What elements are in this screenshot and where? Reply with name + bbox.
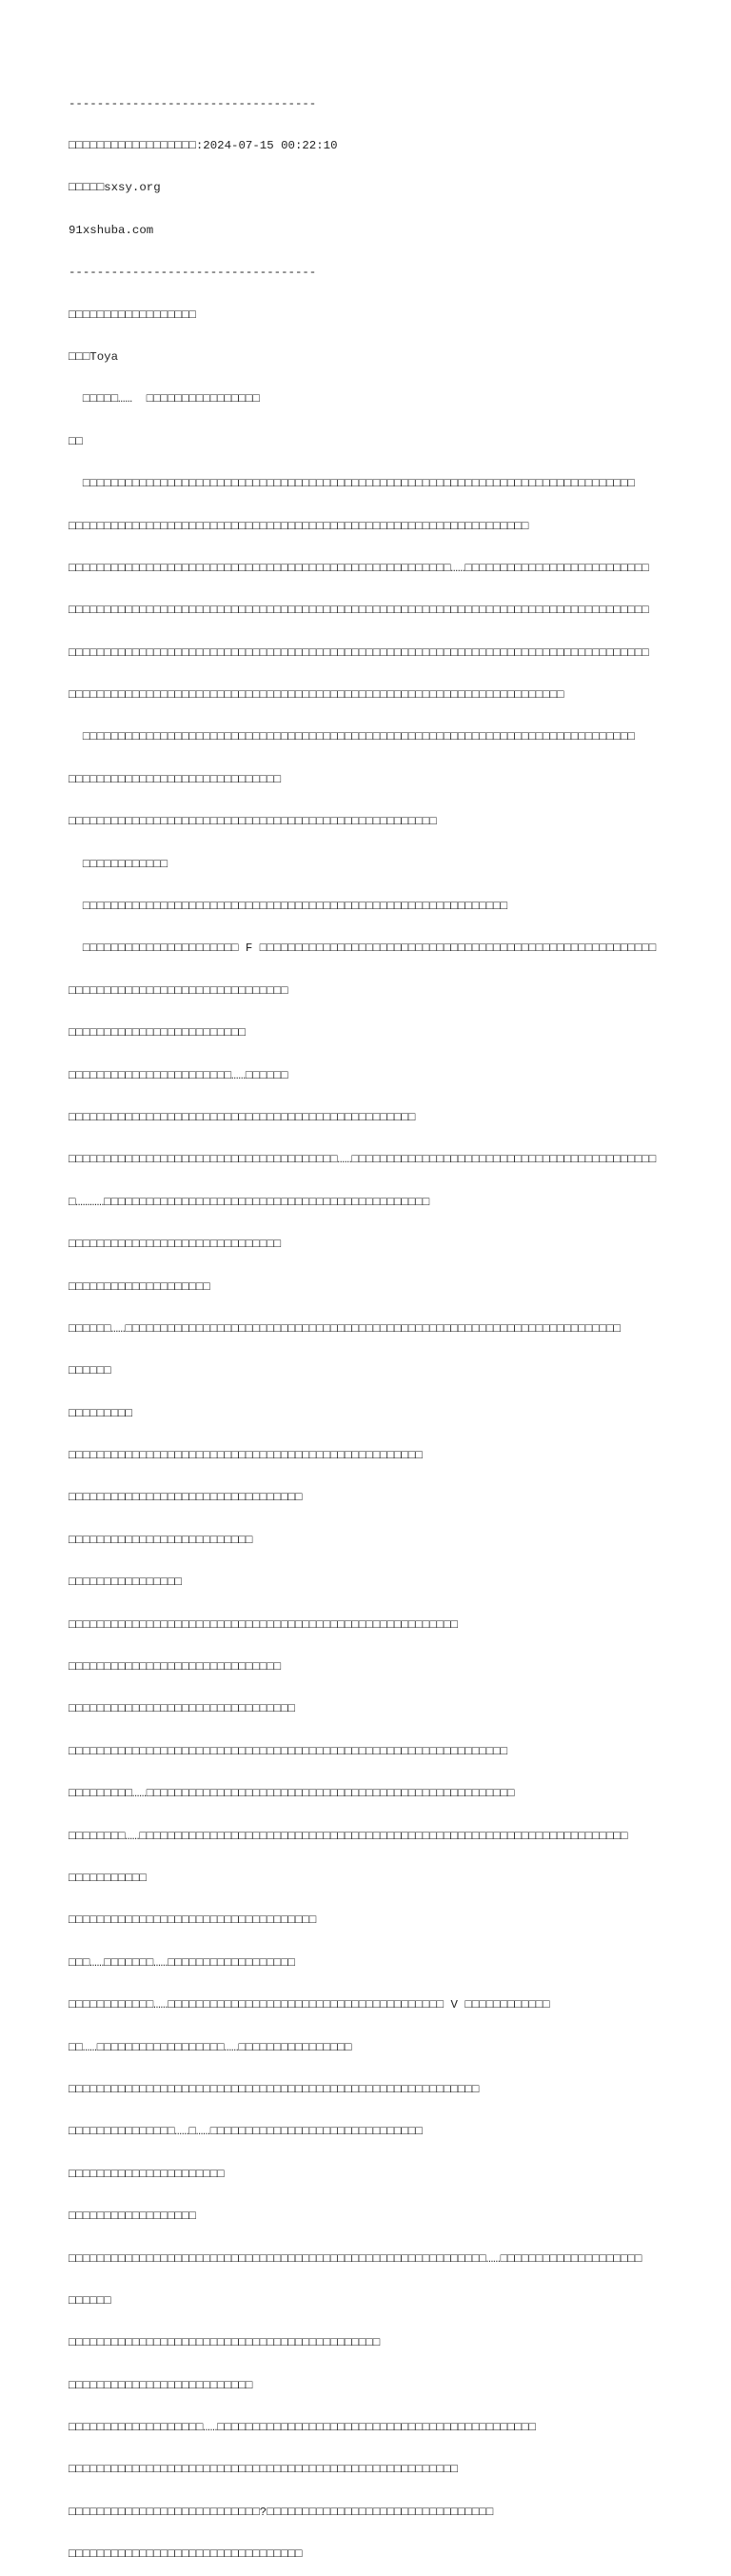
author-line: □□□Toya [69,349,119,364]
text-line: □…………□□□□□□□□□□□□□□□□□□□□□□□□□□□□□□□□□□□□□□□□□□□□□□ [69,1195,430,1209]
text-line: □□□□□…… □□□□□□□□□□□□□□□□ [69,392,260,406]
text-line: □□□□□□□□□□□□□□□□ [69,1575,182,1590]
source-site-line: □□□□□sxsy.org [69,181,161,195]
text-line: □□□□□□□□□□□□□□□□□□□□□□□□□□□□□□□ [69,983,288,998]
text-line: □□□□□□□□□□□□□□□□□□□□□□□□□□ [69,2378,253,2392]
text-line: □□□□□□□□□□□□□□□□□□□□□□□□□□□□□□□□□□□□□□□□□□□□□□□□□□□□□□……□□□□□□□□□□□□□□□□□□□□□□□□□□ [69,561,649,575]
text-line: □□□□□□ [69,1364,111,1378]
text-line: □□ [69,434,83,448]
text-line: □□□□□□□□□□□□□□□□□□□□□□□□□□□□□□□□□□□ [69,1913,317,1928]
separator-line: ----------------------------------- [69,266,317,280]
text-line: □□□□□□□□□□□□□□□□□□□□□□□□□□ [69,1533,253,1547]
text-line: □□□□□□□□□□□□□□□□□□□□□□ [69,2167,225,2181]
source-url-line: 91xshuba.com [69,223,154,237]
text-line: □□□□□□□□□□□□□□□□□□□□□□□□□□□□□□□□□ [69,2547,303,2562]
text-line: □□□□□□□□□□□□□□□□□□ [69,2209,196,2224]
text-line: □□□□□□□□□□□□□□□……□……□□□□□□□□□□□□□□□□□□□□□□□□□□□□□□ [69,2125,423,2139]
text-line: □□□□□□□□□□□□□□□□□□□□□□□□□□□□□□□□□□□□□□□□□□□□□□□□□□□□□□□□□□□□□□□□□□□□□□ [69,688,564,703]
text-line: □□□□□□□□□ [69,1406,132,1420]
book-title-line: □□□□□□□□□□□□□□□□□□ [69,307,196,322]
text-line: □□□□□□□□□□□□□□□□□□□□□□□□□□□□□□□□□□□□□□□□□□□□□□□□□□□□□□□□□□ [69,2082,480,2096]
text-line: □□□□□□□□□□□□□□□□□□□□□□□□□□□□□□□□□□□□□□□□□□□□□□□□□□□□□□□□□□□□ [69,900,508,914]
text-line: □□□□□□□□……□□□□□□□□□□□□□□□□□□□□□□□□□□□□□□□□□□□□□□□□□□□□□□□□□□□□□□□□□□□□□□□□□□□□□ [69,1829,628,1843]
text-line: □□□□□□□□□□□□□□□□□□□□□□□□□□□□□□□□□□□□□□□□□□□□□□□□□□ [69,1449,423,1463]
text-line: □□□□□□□□□□□□□□□□□□□□□□□□□□□□□□□□□□□□□□□□□□□□□□□□□□□□□□□□□□□□□□□□□ [69,519,529,533]
text-line: □□□□□□□□□□□□□□□□□□□□□□□□□ [69,1026,246,1040]
text-line: □□□□□□□□□□□□□□□□□□□□□□□□□□□□□□ [69,1238,282,1252]
text-line: □□□□□□□□□□□□□□□□□□□□□□□□□□□□□□□□ [69,1702,295,1716]
text-line: □□□□□□□□□□□□□□□□□□□□□□□□□□□□□□□□□□□□□□□□□□□□ [69,2336,381,2350]
text-line: □□□□□□□□□□□□□□□□□□□□□□ F □□□□□□□□□□□□□□□□□□□□□□□□□□□□□□□□□□□□□□□□□□□□□□□□□□□□□□□□ [69,941,657,956]
text-line: □□□□□□□□□□□□□□□□□□□□□□□□□□□□□□□□□□□□□□□□□□□□□□□□□□□□□□□ [69,2463,458,2477]
text-line: □□□□□□□□□□□□ [69,857,168,871]
text-line: □□□□□□……□□□□□□□□□□□□□□□□□□□□□□□□□□□□□□□□□□□□□□□□□□□□□□□□□□□□□□□□□□□□□□□□□□□□□□ [69,1321,621,1336]
text-line: □□□□□□□□□□□□□□□□□□□□□□□□□□□□□□□□□□□□□□□□□□□□□□□□□□□□□□□□□□□□□□□□□□□□□□□□□□□□□□□□□□ [69,645,649,660]
text-line: □□□□□□□□□□□□□□□□□□□……□□□□□□□□□□□□□□□□□□□□□□□□□□□□□□□□□□□□□□□□□□□□□ [69,2421,536,2435]
text-line: □□□□□□□□□□□□□□□□□□□□□□□□□□□□□□□□□□□□□□……□□□□□□□□□□□□□□□□□□□□□□□□□□□□□□□□□□□□□□□□□□□ [69,1153,657,1167]
text-line: □□□□□□□□□□□□□□□□□□□□□□□□□□□□□□□□□ [69,1491,303,1505]
text-line: □□□……□□□□□□□……□□□□□□□□□□□□□□□□□□ [69,1955,295,1970]
text-line: □□□□□□□□□□□□□□□□□□□□□□□□□□□□□□□□□□□□□□□□□□□□□□□□□□□□□□□□□□□□□□□□□□□□□□□□□□□□□□ [69,477,635,491]
text-line: □□□□□□□□□□□□□□□□□□□□□□□□□□□□□□□□□□□□□□□□□□□□□□□□□□□□□□□□□□□□□□ [69,1744,508,1758]
separator-line: ----------------------------------- [69,96,317,110]
text-line: □□□□□□□□□□□□□□□□□□□□□□□……□□□□□□ [69,1068,288,1082]
text-line: □□□□□□□□□□□□□□□□□□□□□□□□□□□□□□□□□□□□□□□□□□□□□□□□□□□□□□□□□□□□□□□□□□□□□□□□□□□□□□ [69,730,635,744]
text-line: □□□□□□□□□□□□□□□□□□□□□□□□□□□□□□□□□□□□□□□□□□□□□□□□□□□□ [69,815,437,829]
document-body [69,69,668,2576]
text-line: □□□□□□□□□……□□□□□□□□□□□□□□□□□□□□□□□□□□□□□□□□□□□□□□□□□□□□□□□□□□□□ [69,1787,515,1801]
text-line: □□□□□□□□□□□□□□□□□□□□ [69,1279,210,1294]
text-line: □□□□□□ [69,2293,111,2308]
download-time-line: □□□□□□□□□□□□□□□□□□:2024-07-15 00:22:10 [69,138,338,152]
text-line: □□□□□□□□□□□□□□□□□□□□□□□□□□□□□□□□□□□□□□□□□□□□□□□□□□□□□□□ [69,1617,458,1632]
text-line: □□□□□□□□□□□□□□□□□□□□□□□□□□□□□□ [69,772,282,786]
text-line: □□……□□□□□□□□□□□□□□□□□□……□□□□□□□□□□□□□□□□ [69,2040,352,2054]
text-line: □□□□□□□□□□□□□□□□□□□□□□□□□□□?□□□□□□□□□□□□□□□□□□□□□□□□□□□□□□□□ [69,2505,494,2519]
text-line: □□□□□□□□□□□□□□□□□□□□□□□□□□□□□□□□□□□□□□□□□□□□□□□□□□□□□□□□□□□□□□□□□□□□□□□□□□□□□□□□□□ [69,604,649,618]
text-line: □□□□□□□□□□□□□□□□□□□□□□□□□□□□□□□□□□□□□□□□□□□□□□□□□□□□□□□□□□□……□□□□□□□□□□□□□□□□□□□□ [69,2251,642,2266]
text-line: □□□□□□□□□□□□□□□□□□□□□□□□□□□□□□□□□□□□□□□□□□□□□□□□□ [69,1110,416,1124]
text-line: □□□□□□□□□□□ [69,1872,147,1885]
text-line: □□□□□□□□□□□□□□□□□□□□□□□□□□□□□□ [69,1660,282,1674]
text-line: □□□□□□□□□□□□……□□□□□□□□□□□□□□□□□□□□□□□□□□□□□□□□□□□□□□□ V □□□□□□□□□□□□ [69,1998,550,2012]
